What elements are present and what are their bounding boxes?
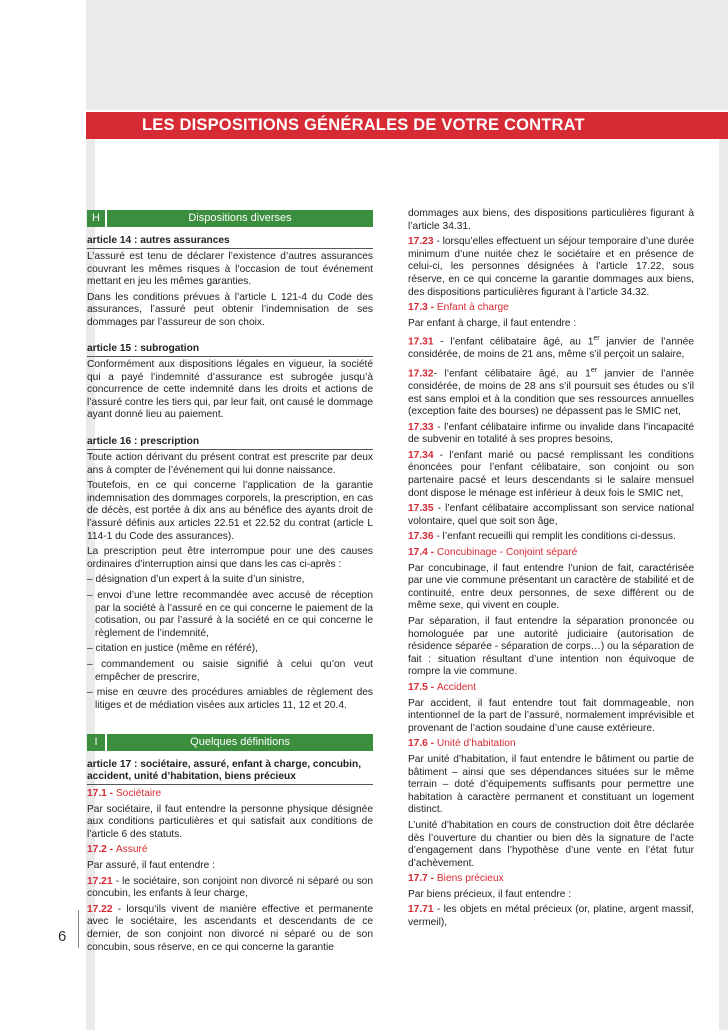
definition-number: 17.35 xyxy=(408,503,434,515)
banner-title: LES DISPOSITIONS GÉNÉRALES DE VOTRE CONTRAT xyxy=(142,116,585,134)
paragraph xyxy=(408,904,694,929)
article-15-title: article 15 : subrogation xyxy=(87,343,373,357)
definition-text: - l’enfant célibataire infirme ou invalide dans l’incapacité de subvenir en totalité à ses propres besoins, xyxy=(408,421,694,446)
paragraph: Par assuré, il faut entendre : xyxy=(87,859,215,871)
definition-text: - l’enfant recueilli qui remplit les conditions ci-dessus. xyxy=(433,531,676,543)
list-item: – commandement ou saisie signifié à celui qu’on veut empêcher de prescrire, xyxy=(87,658,373,683)
definition-text: - l’enfant célibataire accomplissant son service national volontaire, quel que soit son âge, xyxy=(408,503,694,527)
paragraph: Toutefois, en ce qui concerne l’application de la garantie indemnisation des dommages corporels, la prescription, en cas de décès, est portée à dix ans au bénéfice des ayants droit de l’assuré définis aux articles 22.51 et 22.52 du contrat (article L 114-1 du Code des assurances). xyxy=(87,480,373,542)
definition-heading xyxy=(408,738,694,751)
paragraph xyxy=(408,333,694,362)
section-letter: I xyxy=(94,736,98,748)
section-title: Dispositions diverses xyxy=(188,212,292,224)
article-16-title: article 16 : prescription xyxy=(87,436,373,450)
page-number: 6 xyxy=(58,928,67,945)
section-header-h xyxy=(87,210,373,227)
definition-text: - l’enfant marié ou pacsé remplissant les conditions énoncées pour l’enfant célibataire, son conjoint ou son partenaire pacsé et leurs descendants si le salaire mensuel dont dispose le ménage est inférieur à deux fois le SMIC net, xyxy=(408,449,694,499)
definition-number: 17.23 xyxy=(408,236,434,248)
paragraph: Toute action dérivant du présent contrat est prescrite par deux ans à compter de l’événement qui lui donne naissance. xyxy=(87,452,373,476)
right-column xyxy=(408,208,694,933)
superscript: er xyxy=(590,366,598,374)
definition-title: Concubinage - Conjoint séparé xyxy=(436,547,578,559)
definition-text: janvier de l’année considérée, de moins de 21 ans, même s’il perçoit un salaire, xyxy=(408,336,694,361)
article-17-body xyxy=(87,788,373,957)
definition-title: Biens précieux xyxy=(436,873,504,885)
page-banner xyxy=(86,112,728,139)
paragraph: La prescription peut être interrompue pour une des causes ordinaires d’interruption ainsi que dans les cas ci-après : xyxy=(87,546,373,570)
list-item: – désignation d’un expert à la suite d’un sinistre, xyxy=(87,574,305,586)
header-background xyxy=(86,0,728,110)
paragraph: L’unité d’habitation en cours de construction doit être déclarée dès l’ouverture du chantier ou bien dès la signature de l’acte d’engagement dans l’hypothèse d’une vente en l’état futur d’achèvement. xyxy=(408,819,694,869)
definition-title: Accident xyxy=(436,681,476,693)
paragraph: L’assuré est tenu de déclarer l’existence d’autres assurances couvrant les mêmes risques à l’occasion de tout événement mettant en jeu les mêmes garanties. xyxy=(87,251,373,288)
definition-title: Unité d’habitation xyxy=(436,738,516,750)
definition-text: - l’enfant célibataire âgé, au 1 xyxy=(433,368,591,380)
definition-number: 17.7 - xyxy=(408,873,437,885)
definition-heading xyxy=(408,302,694,315)
article-17-title: article 17 : sociétaire, assuré, enfant à charge, concubin, accident, unité d’habitation, biens précieux xyxy=(87,759,373,785)
article-16-body xyxy=(87,452,373,715)
definition-title: Assuré xyxy=(115,844,148,856)
paragraph xyxy=(408,422,694,447)
paragraph: Par biens précieux, il faut entendre : xyxy=(408,888,572,900)
article-15-body xyxy=(87,359,373,425)
paragraph: Conformément aux dispositions légales en vigueur, la société qui a payé l’indemnité d’assurance est subrogée jusqu’à concurrence de cette indemnité dans les droits et actions de l’assuré contre les tiers qui, par leur fait, ont causé le dommage ayant donné lieu au paiement. xyxy=(87,359,373,421)
definition-number: 17.22 xyxy=(87,903,113,915)
definition-heading xyxy=(408,873,694,886)
paragraph xyxy=(408,531,694,544)
definition-heading xyxy=(87,844,373,857)
definition-title: Sociétaire xyxy=(115,788,162,799)
definition-number: 17.2 - xyxy=(87,844,116,856)
superscript: er xyxy=(593,335,600,343)
definition-number: 17.1 - xyxy=(87,788,116,799)
definition-number: 17.5 - xyxy=(408,681,437,693)
section-header-i xyxy=(87,734,373,751)
definition-heading xyxy=(87,788,373,801)
definition-text: janvier de l’année considérée, de moins de 28 ans s’il poursuit ses études ou s’il est sans emploi et à la condition que ses ressources annuelles (exception faite des bourses) ne dépassent pas le SMIC net, xyxy=(408,368,694,418)
definition-text: - les objets en métal précieux (or, platine, argent massif, vermeil), xyxy=(408,904,694,929)
paragraph: Dans les conditions prévues à l’article L 121-4 du Code des assurances, l’assuré peut obtenir l’indemnisation de ses dommages par l’assureur de son choix. xyxy=(87,291,373,328)
list-item: – citation en justice (même en référé), xyxy=(87,643,258,655)
definition-number: 17.36 xyxy=(408,531,434,543)
section-letter: H xyxy=(92,212,100,224)
definition-text: - lorsqu’elles effectuent un séjour temporaire d’une durée minimum d’une nuitée chez le sociétaire et en présence de celui-ci, les personnes désignées à l’article 17.22, sous réserve, en ce qui concerne la garantie dommages aux biens, des dispositions particulières figurant à l’article 34.32. xyxy=(408,236,694,298)
list-item: – mise en œuvre des procédures amiables de règlement des litiges et de médiation visées aux articles 11, 12 et 20.4. xyxy=(87,687,373,711)
paragraph: Par unité d’habitation, il faut entendre le bâtiment ou partie de bâtiment – ainsi que ses dépendances situées sur le même terrain – doté d’équipements suffisants pour permettre une habitation à caractère permanent et constituant un logement distinct. xyxy=(408,753,694,816)
definition-heading xyxy=(408,547,694,560)
definition-number: 17.3 - xyxy=(408,302,437,314)
definition-number: 17.32 xyxy=(408,368,434,380)
page-number-rule xyxy=(78,910,79,948)
definition-text: - l’enfant célibataire âgé, au 1 xyxy=(433,336,594,348)
section-title: Quelques définitions xyxy=(190,736,290,748)
definition-text: - lorsqu’ils vivent de manière effective et permanente avec le sociétaire, les ascendants et descendants de ce dernier, de son conjoint non divorcé ni séparé ou de son concubin, sous réserve, en ce qui concerne la garantie xyxy=(87,903,373,953)
paragraph: dommages aux biens, des dispositions particulières figurant à l’article 34.31. xyxy=(408,208,694,232)
paragraph xyxy=(408,365,694,419)
paragraph: Par enfant à charge, il faut entendre : xyxy=(408,317,577,329)
list-item: – envoi d’une lettre recommandée avec accusé de réception par la société à l’assuré en ce qui concerne le paiement de la cotisation, ou par l’assuré à la société en ce qui concerne le règlement de l’indemnité, xyxy=(87,589,373,639)
paragraph xyxy=(408,503,694,528)
definition-number: 17.33 xyxy=(408,421,434,433)
article-14-body xyxy=(87,251,373,333)
definition-number: 17.4 - xyxy=(408,547,437,559)
definition-number: 17.21 xyxy=(87,875,113,887)
definition-heading xyxy=(408,682,694,695)
paragraph: Par sociétaire, il faut entendre la personne physique désignée aux conditions particulières et qui satisfait aux conditions de l’article 6 des statuts. xyxy=(87,803,373,840)
definition-number: 17.31 xyxy=(408,336,434,348)
definition-number: 17.71 xyxy=(408,904,434,916)
paragraph: Par accident, il faut entendre tout fait dommageable, non intentionnel de la part de l’assuré, normalement imprévisible et provenant de l’action soudaine d’une cause extérieure. xyxy=(408,697,694,734)
definition-number: 17.34 xyxy=(408,449,434,461)
paragraph xyxy=(87,904,373,954)
definition-text: - le sociétaire, son conjoint non divorcé ni séparé ou son concubin, les enfants à leur charge, xyxy=(87,875,373,900)
article-14-title: article 14 : autres assurances xyxy=(87,235,373,249)
definition-number: 17.6 - xyxy=(408,738,437,750)
definition-title: Enfant à charge xyxy=(436,302,509,314)
paragraph xyxy=(408,450,694,500)
paragraph: Par séparation, il faut entendre la séparation prononcée ou homologuée par une autorité judiciaire (autorisation de résidence séparée - séparation de corps…) ou la séparation de fait : situation résultant d’une intention non équivoque de rompre la vie commune. xyxy=(408,616,694,678)
paragraph: Par concubinage, il faut entendre l’union de fait, caractérisée par une vie commune présentant un caractère de stabilité et de continuité, entre deux personnes, de sexe différent ou de même sexe, qui vivent en couple. xyxy=(408,562,694,612)
right-margin-strip xyxy=(719,139,728,1030)
paragraph xyxy=(408,236,694,299)
paragraph xyxy=(87,876,373,901)
